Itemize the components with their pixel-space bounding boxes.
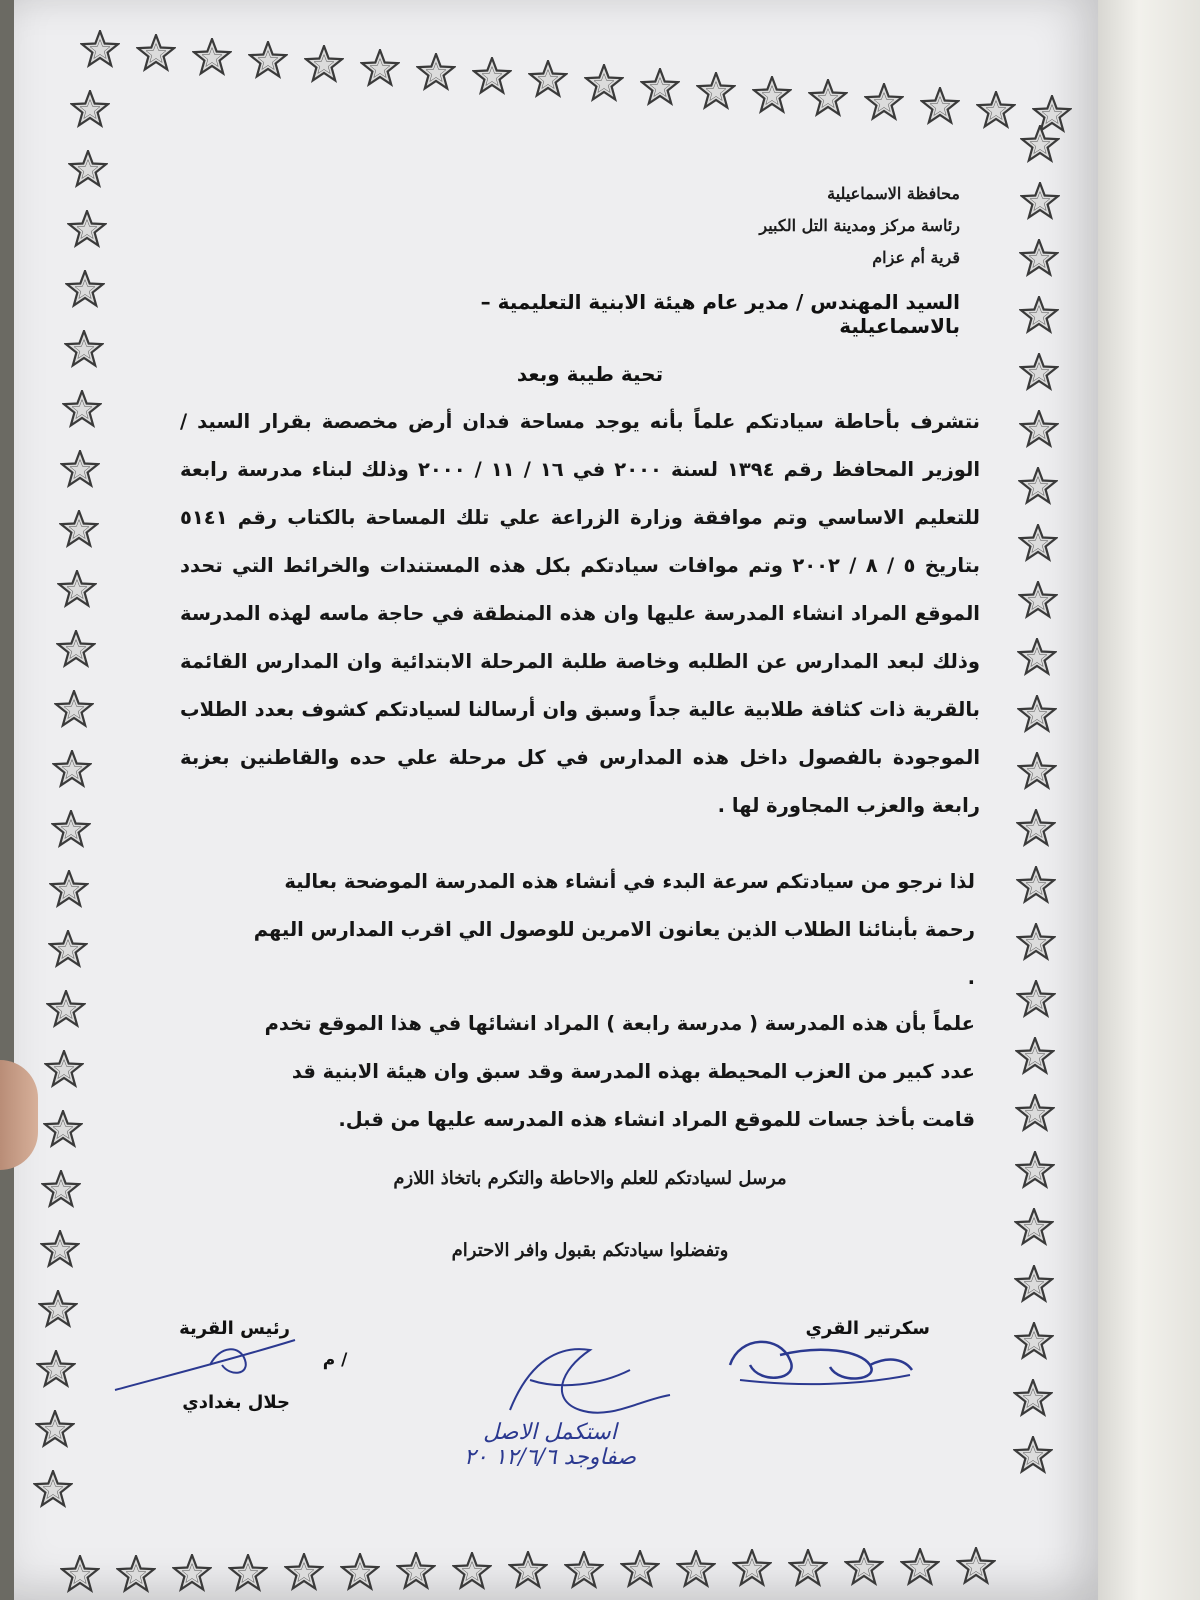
star-icon [284,1553,324,1593]
star-icon [228,1554,268,1594]
star-icon [59,510,99,550]
star-icon [60,1555,100,1595]
star-icon [788,1549,828,1589]
star-icon [1018,524,1058,564]
star-icon [752,76,792,116]
star-icon [452,1552,492,1592]
next-page-edge [1098,0,1200,1600]
star-icon [248,41,288,81]
star-icon [584,64,624,104]
star-icon [1016,866,1056,906]
star-icon [65,270,105,310]
star-icon [70,90,110,130]
star-icon [676,1550,716,1590]
star-icon [1013,1436,1053,1476]
star-icon [51,810,91,850]
star-icon [41,1170,81,1210]
star-icon [1014,1322,1054,1362]
star-icon [1019,353,1059,393]
handwritten-note-line-2: صفاوجد ١٢/٦/٦ ٢٠ [463,1445,636,1470]
star-icon [1017,695,1057,735]
star-icon [33,1470,73,1510]
star-icon [1017,638,1057,678]
body-paragraph-1: نتشرف بأحاطة سيادتكم علماً بأنه يوجد مساحة فدان أرض مخصصة بقرار السيد / الوزير المحافظ رقم ١٣٩٤ لسنة ٢٠٠٠ في ١٦ / ١١ / ٢٠٠٠ وذلك لبناء مدرسة رابعة للتعليم الاساسي وتم موافقة وزارة الزراعة علي تلك المساحة بالكتاب رقم ٥١٤١ بتاريخ ٥ / ٨ / ٢٠٠٢ وتم موافات سيادتكم بكل هذه المستندات والخرائط التي تحدد الموقع المراد انشاء المدرسة عليها وان هذه المنطقة في حاجة ماسه لهذه المدرسة وذلك لبعد المدارس عن الطلبه وخاصة طلبة المرحلة الابتدائية وان المدارس القائمة بالقرية ذات كثافة طلابية عالية جداً وسبق وان أرسالنا لسيادتكم كشوف بعدد الطلاب الموجودة بالفصول داخل هذه المدارس في كل مرحلة علي حده والقاطنين بعزبة رابعة والعزب المجاورة لها . [180,410,981,817]
signature-name: جلال بغدادي [182,1392,290,1413]
star-icon [472,57,512,97]
greeting: تحية طيبة وبعد [516,362,664,386]
star-icon [44,1050,84,1090]
star-icon [36,1350,76,1390]
signature-head-scribble [110,1335,300,1395]
star-icon [528,60,568,100]
star-icon [172,1554,212,1594]
signature-title-secretary: سكرتير القري [805,1318,930,1339]
star-icon [1013,1379,1053,1419]
star-icon [80,30,120,70]
star-icon [920,87,960,127]
star-icon [1015,1037,1055,1077]
star-icon [976,91,1016,131]
letterhead-village: قرية أم عزام [872,248,960,267]
star-icon [864,83,904,123]
star-icon [1018,581,1058,621]
star-icon [732,1549,772,1589]
star-icon [43,1110,83,1150]
star-icon [640,68,680,108]
star-icon [1019,410,1059,450]
star-icon [48,930,88,970]
star-icon [900,1548,940,1588]
star-icon [35,1410,75,1450]
star-icon [1016,980,1056,1020]
star-icon [1015,1151,1055,1191]
letterhead-governorate: محافظة الاسماعيلية [827,184,960,203]
letterhead [660,178,960,274]
letterhead-city-council: رئاسة مركز ومدينة التل الكبير [759,216,960,235]
star-icon [64,330,104,370]
star-icon [304,45,344,85]
handwritten-note [380,1420,720,1470]
star-icon [844,1548,884,1588]
body-paragraph-2: لذا نرجو من سيادتكم سرعة البدء في أنشاء هذه المدرسة الموضحة بعالية رحمة بأبنائنا الطلاب الذين يعانون الامرين للوصول الي اقرب المدارس اليهم . [253,870,975,989]
star-icon [56,630,96,670]
star-icon [192,38,232,78]
star-icon [62,390,102,430]
star-icon [1015,1094,1055,1134]
star-icon [416,53,456,93]
star-icon [116,1555,156,1595]
star-icon [1016,923,1056,963]
approval-scribble [500,1340,720,1430]
star-icon [60,450,100,490]
star-icon [67,210,107,250]
star-icon [1018,467,1058,507]
star-icon [564,1551,604,1591]
body-paragraph-3: علماً بأن هذه المدرسة ( مدرسة رابعة ) المراد انشائها في هذا الموقع تخدم عدد كبير من العزب المحيطة بهذه المدرسة وقد سبق وان هيئة الابنية قد قامت بأخذ جسات للموقع المراد انشاء هذه المدرسه عليها من قبل. [264,1012,975,1131]
star-icon [68,150,108,190]
star-icon [1020,125,1060,165]
signature-title-head: رئيس القرية [179,1318,290,1339]
star-icon [620,1550,660,1590]
star-icon [340,1553,380,1593]
signature-prefix: م / [322,1350,348,1370]
closing-line-1: مرسل لسيادتكم للعلم والاحاطة والتكرم باتخاذ اللازم [393,1168,787,1189]
star-icon [40,1230,80,1270]
star-icon [1019,296,1059,336]
handwritten-note-line-1: استكمل الاصل [483,1420,617,1445]
star-icon [38,1290,78,1330]
star-icon [360,49,400,89]
star-icon [1014,1265,1054,1305]
star-icon [1019,239,1059,279]
star-icon [57,570,97,610]
star-icon [1014,1208,1054,1248]
star-icon [1020,182,1060,222]
closing-line-2: وتفضلوا سيادتكم بقبول وافر الاحترام [451,1240,729,1261]
star-icon [46,990,86,1030]
star-icon [396,1552,436,1592]
star-icon [52,750,92,790]
star-icon [1016,809,1056,849]
star-icon [808,79,848,119]
star-icon [956,1547,996,1587]
star-icon [49,870,89,910]
star-icon [696,72,736,112]
star-icon [508,1551,548,1591]
star-icon [1017,752,1057,792]
addressee: السيد المهندس / مدير عام هيئة الابنية التعليمية – بالاسماعيلية [480,290,960,338]
star-icon [54,690,94,730]
signature-secretary-scribble [720,1325,920,1395]
star-icon [136,34,176,74]
